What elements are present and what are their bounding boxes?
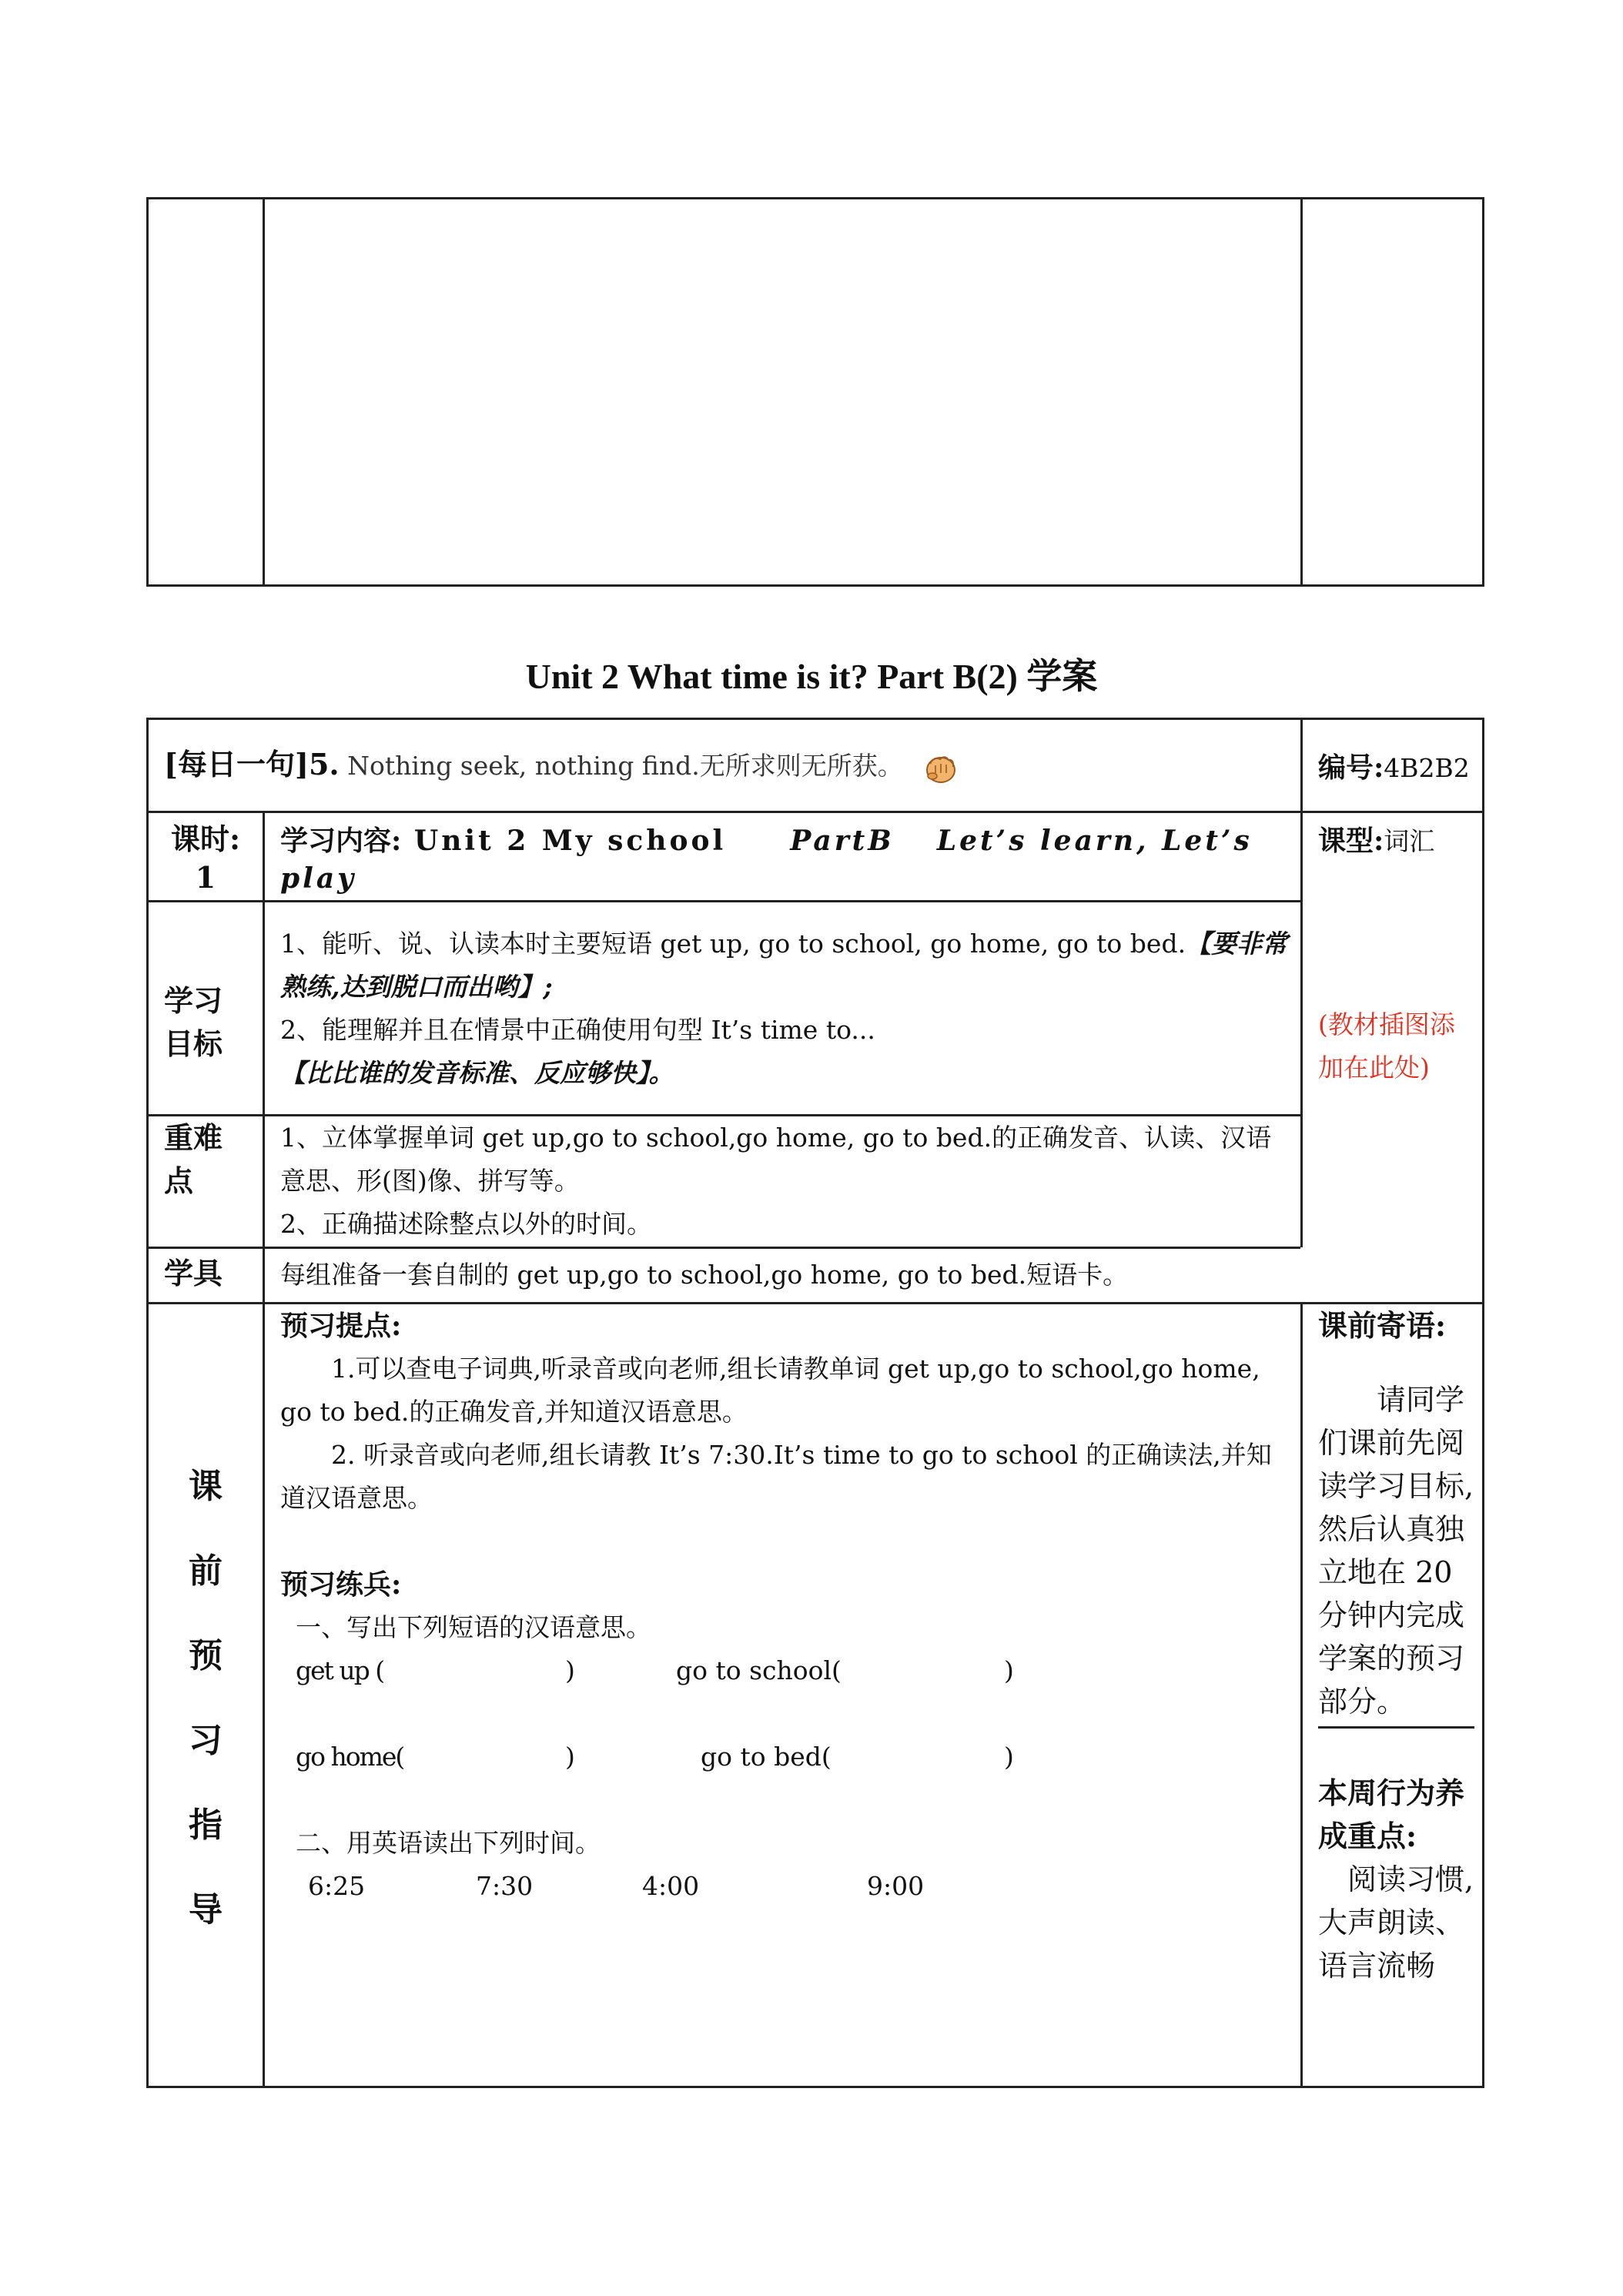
goal-2-emphasis: 【比比谁的发音标准、反应够快】。	[280, 1058, 674, 1088]
difficulty-label-2: 点	[164, 1163, 194, 1198]
vertical-char: 习	[189, 1721, 223, 1760]
code-label: 编号:	[1318, 751, 1384, 784]
difficulty-1: 1、立体掌握单词 get up,go to school,go home, go to bed.的正确发音、认读、汉语意思、形(图)像、拼写等。	[280, 1123, 1272, 1196]
top-empty-table	[146, 197, 1484, 587]
practice-title: 预习练兵:	[280, 1568, 402, 1601]
difficulty-content	[263, 1114, 1300, 1247]
goals-label-2: 目标	[164, 1026, 223, 1061]
tools-label-cell	[149, 1247, 263, 1302]
times-row	[280, 1871, 1288, 1994]
difficulty-2: 2、正确描述除整点以外的时间。	[280, 1209, 652, 1239]
code-value: 4B2B2	[1384, 753, 1470, 783]
daily-motto	[164, 743, 1280, 797]
message-text: 请同学们课前先阅读学习目标,然后认真独立地在 20 分钟内完成学案的预习部分。	[1318, 1347, 1474, 1729]
vertical-char: 课	[189, 1467, 223, 1506]
preview-vertical-label	[149, 1444, 263, 1953]
document-title: Unit 2 What time is it? Part B(2) 学案	[525, 657, 1098, 696]
phrase-go-to-school: go to school(	[676, 1655, 842, 1685]
preview-label-cell	[149, 1302, 263, 2086]
habit-text: 阅读习惯,大声朗读、语言流畅	[1318, 1863, 1474, 1983]
tools-label: 学具	[164, 1256, 223, 1290]
goal-1: 1、能听、说、认读本时主要短语 get up, go to school, go home, go to bed.	[280, 929, 1186, 959]
tip-2: 2. 听录音或向老师,组长请教 It’s 7:30.It’s time to go to school 的正确读法,并知道汉语意思。	[280, 1440, 1272, 1513]
table-divider	[263, 199, 265, 584]
phrase-go-home: go home(	[296, 1742, 404, 1772]
vertical-char: 导	[189, 1890, 223, 1930]
code-cell	[1300, 720, 1482, 811]
phrase-bracket: )	[1004, 1655, 1014, 1685]
phrase-bracket: )	[1004, 1742, 1014, 1772]
tools-text: 每组准备一套自制的 get up,go to school,go home, go to bed.短语卡。	[280, 1260, 1129, 1290]
period-cell	[149, 811, 263, 900]
period-label: 课时:	[170, 822, 241, 856]
goals-label-1: 学习	[164, 983, 223, 1018]
fist-icon	[923, 750, 959, 785]
lesson-plan-table	[146, 718, 1484, 2088]
message-cell	[1300, 1302, 1482, 2086]
period-value: 1	[195, 860, 216, 895]
vertical-char: 前	[189, 1551, 223, 1591]
goals-content	[263, 900, 1300, 1114]
content-unit: Unit 2 My school	[401, 825, 727, 857]
table-divider	[1300, 199, 1303, 584]
vertical-char: 预	[189, 1636, 223, 1675]
habit-title: 本周行为养成重点:	[1318, 1776, 1465, 1853]
preview-content	[263, 1302, 1300, 2086]
phrase-get-up: get up (	[296, 1655, 384, 1685]
vertical-char: 指	[189, 1806, 223, 1845]
question-2: 二、用英语读出下列时间。	[296, 1828, 601, 1858]
time-value: 9:00	[867, 1871, 925, 1901]
phrase-go-to-bed: go to bed(	[701, 1742, 832, 1772]
content-part: PartB	[790, 825, 895, 857]
tips-title: 预习提点:	[280, 1310, 402, 1342]
goal-2: 2、能理解并且在情景中正确使用句型 It’s time to...	[280, 1015, 875, 1045]
goals-label-cell	[149, 900, 263, 1114]
content-label: 学习内容:	[280, 825, 402, 857]
type-cell	[1300, 811, 1482, 1247]
time-value: 7:30	[476, 1871, 534, 1901]
time-value: 6:25	[308, 1871, 366, 1901]
phrase-bracket: )	[565, 1742, 575, 1772]
type-label: 课型:	[1318, 825, 1384, 857]
phrase-row-1	[280, 1649, 1288, 1735]
illustration-note: (教材插图添加在此处)	[1318, 1009, 1455, 1083]
content-cell	[263, 811, 1300, 900]
motto-text: Nothing seek, nothing find.无所求则无所获。	[339, 751, 903, 781]
question-1: 一、写出下列短语的汉语意思。	[296, 1612, 651, 1642]
phrase-row-2	[280, 1735, 1288, 1822]
difficulty-label-1: 重难	[164, 1120, 223, 1155]
goal-1-emphasis: 【要非常熟练,达到脱口而出哟】;	[280, 929, 1288, 1002]
type-value: 词汇	[1384, 826, 1435, 856]
tools-content	[263, 1247, 1300, 1302]
time-value: 4:00	[642, 1871, 700, 1901]
difficulty-label-cell	[149, 1114, 263, 1247]
phrase-bracket: )	[565, 1655, 575, 1685]
message-title: 课前寄语:	[1318, 1308, 1447, 1343]
content-activity: Let’s learn, Let’s play	[280, 825, 1253, 895]
motto-label: [每日一句]5.	[164, 747, 340, 782]
tip-1: 1.可以查电子词典,听录音或向老师,组长请教单词 get up,go to school,go home, go to bed.的正确发音,并知道汉语意思。	[280, 1354, 1260, 1427]
